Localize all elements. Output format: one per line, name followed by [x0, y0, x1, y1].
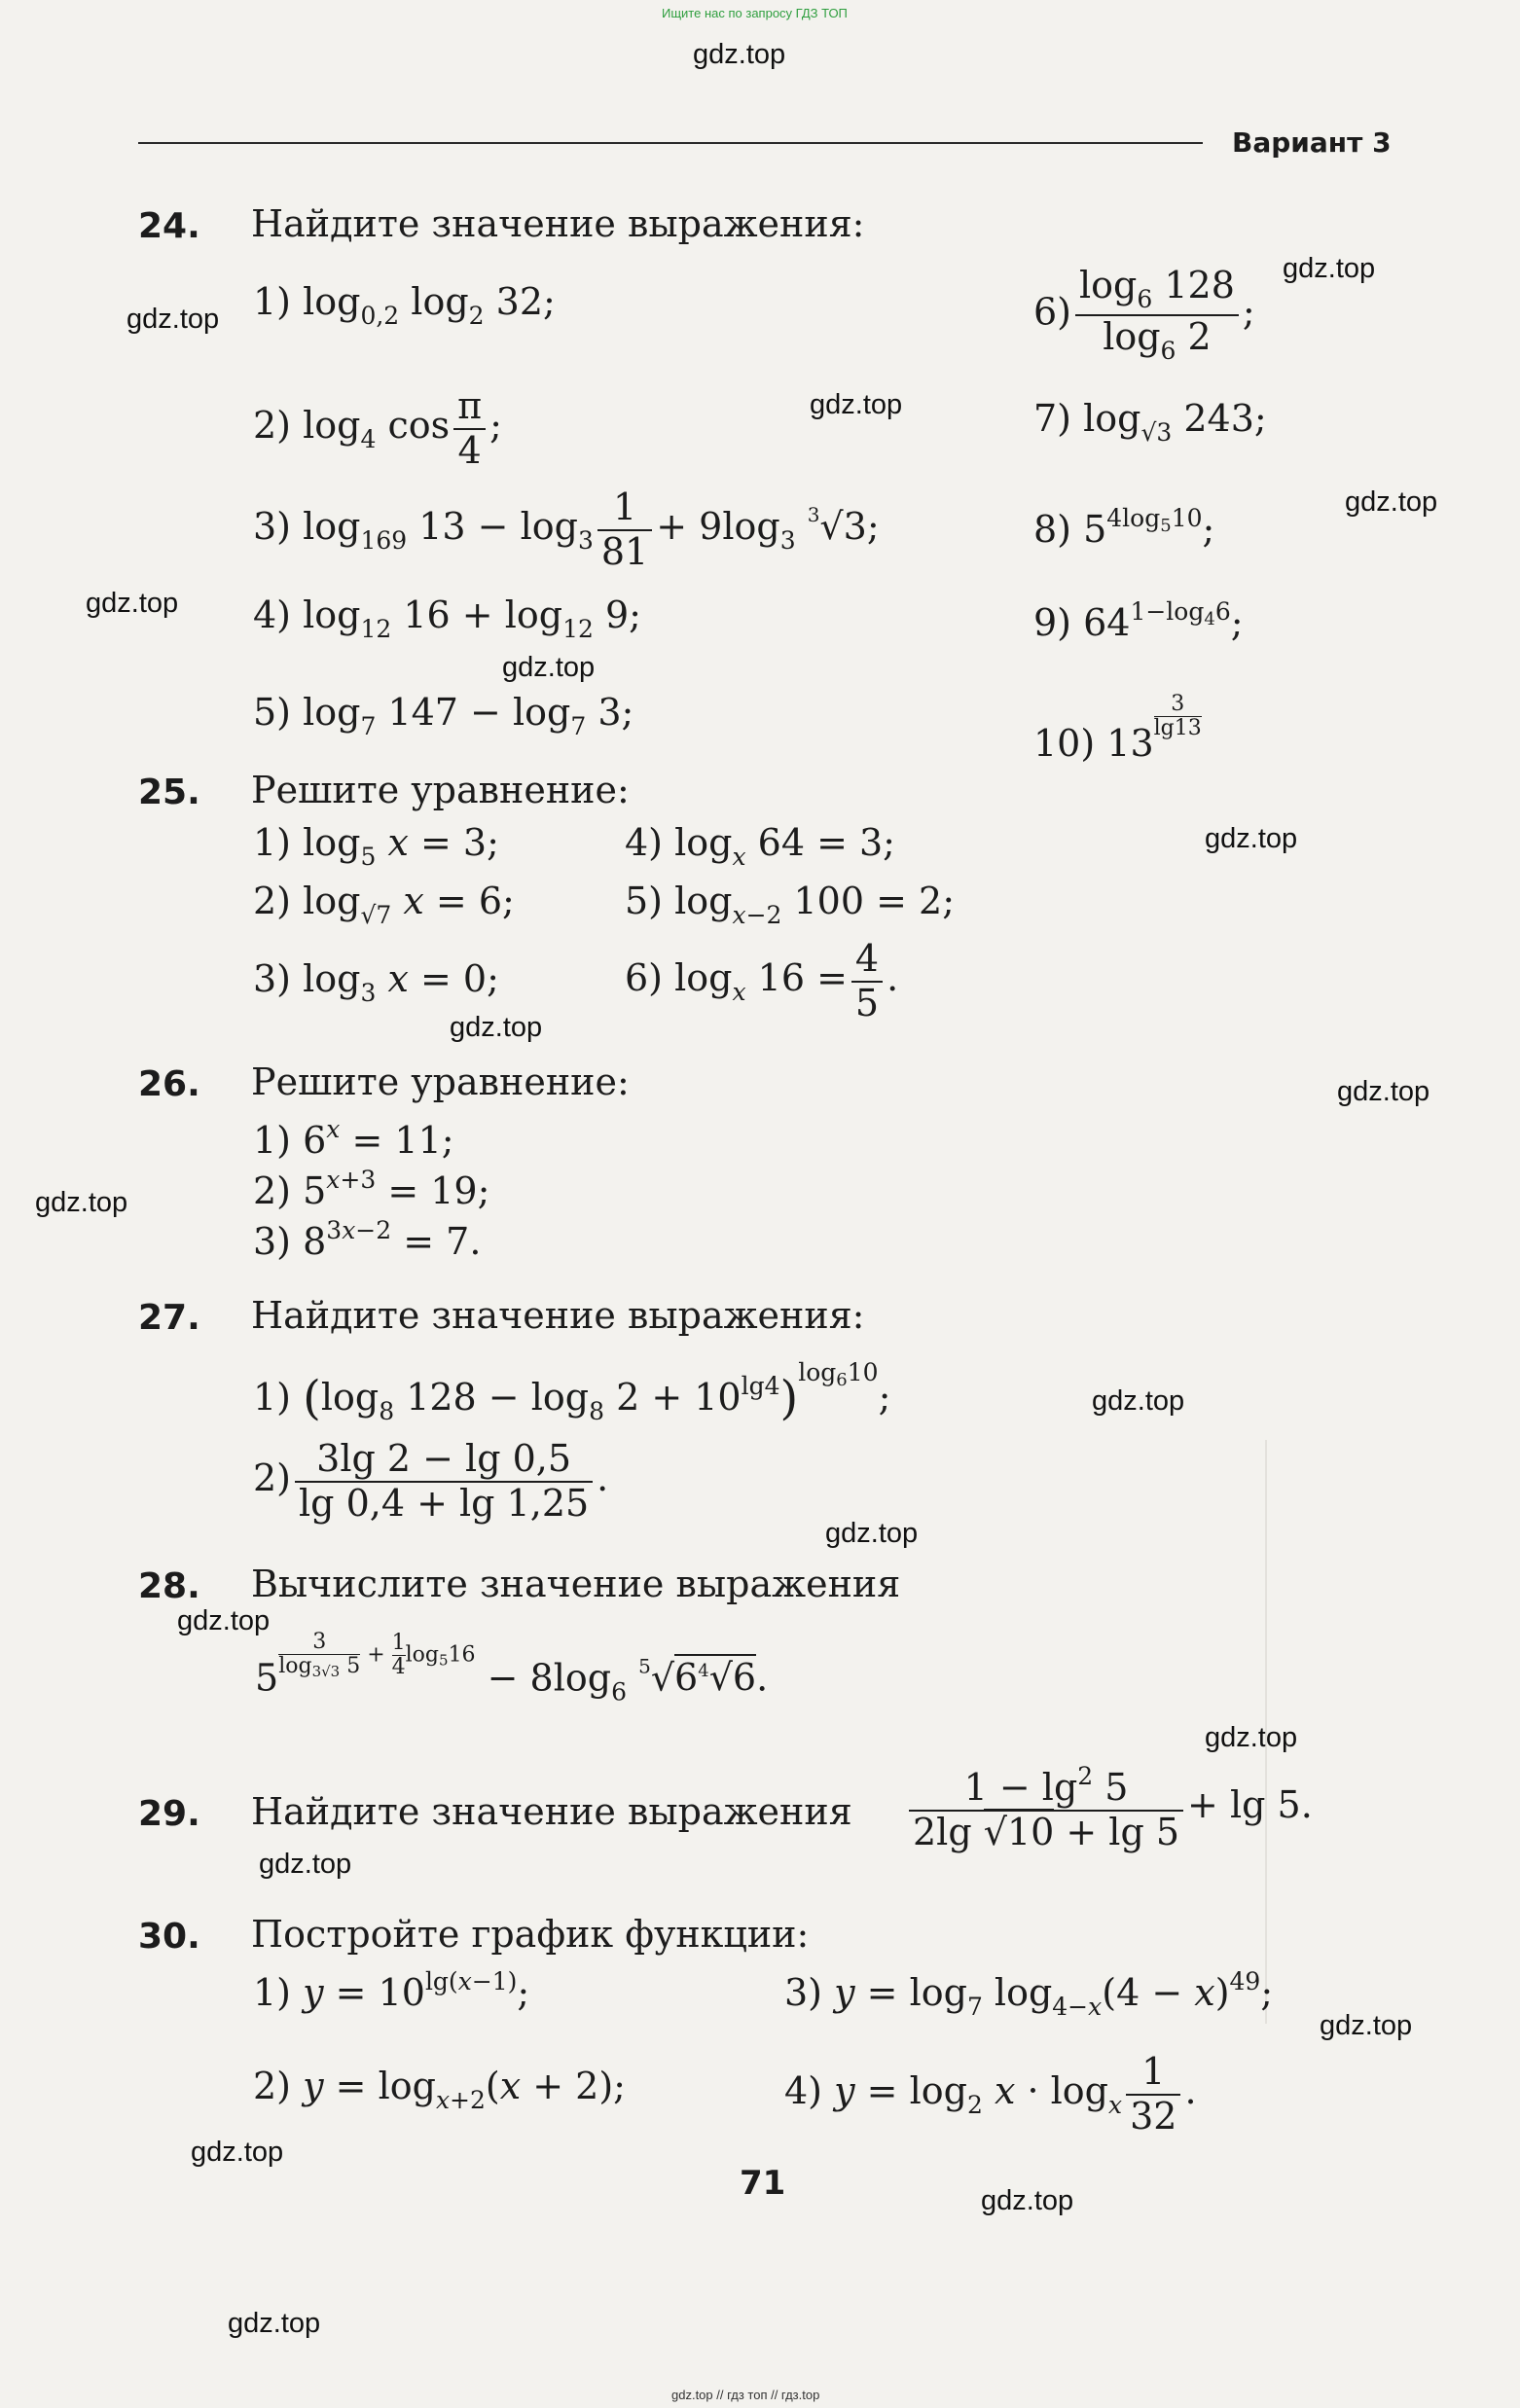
problem-title: Решите уравнение:: [251, 769, 630, 811]
item-24-6: 6) $\frac{\log_6 128}{\log_6 2}$ ;: [1033, 264, 1255, 365]
item-24-1: 1) $\log_{0,2} \log_2 32$;: [253, 280, 556, 330]
watermark: gdz.top: [177, 1605, 271, 1636]
watermark: gdz.top: [1283, 253, 1376, 284]
item-24-8: 8) $5^{4log_510}$;: [1033, 504, 1215, 551]
watermark: gdz.top: [1205, 1722, 1298, 1753]
header-rule: [138, 142, 1203, 144]
problem-number: 29.: [138, 1794, 200, 1834]
item-29-expression: $\frac{1 - \lg^2 5}{2\lg √10 + \lg 5}$ + lg 5.: [905, 1763, 1313, 1853]
item-24-9: 9) $64^{1-log_46}$;: [1033, 597, 1244, 644]
variant-label: Вариант 3: [1232, 126, 1392, 159]
problem-title: Найдите значение выражения:: [251, 202, 865, 245]
problem-title: Вычислите значение выражения: [251, 1563, 901, 1605]
watermark: gdz.top: [259, 1849, 352, 1880]
watermark: gdz.top: [86, 588, 179, 619]
page-number: 71: [740, 2164, 786, 2203]
item-24-10: 10) 13 $\frac{3}{\lg 13}$: [1033, 692, 1202, 766]
item-24-2: 2) $\log_4 \cos$ $\frac{\pi}{4}$ ;: [253, 384, 502, 472]
problem-number: 28.: [138, 1566, 200, 1606]
top-banner: Ищите нас по запросу ГДЗ ТОП: [662, 6, 848, 20]
watermark: gdz.top: [1345, 486, 1438, 518]
item-30-4: 4) $y = \log_2 x \cdot \log_x$ $\frac{1}{32}$ .: [784, 2050, 1197, 2138]
problem-number: 30.: [138, 1917, 200, 1957]
problem-number: 26.: [138, 1064, 200, 1104]
watermark: gdz.top: [825, 1518, 919, 1549]
item-27-2: 2) $\frac{3\lg 2 - \lg 0,5}{\lg 0,4 + \lg 1,25}$ .: [253, 1437, 609, 1525]
problem-number: 27.: [138, 1298, 200, 1338]
watermark: gdz.top: [127, 304, 220, 335]
watermark: gdz.top: [1205, 823, 1298, 854]
watermark: gdz.top: [1320, 2010, 1413, 2041]
item-30-3: 3) $y = \log_7 \log_{4-x}(4 - x)^{49}$;: [784, 1967, 1274, 2021]
item-26-1: 1) $6^x = 11$;: [253, 1115, 454, 1162]
item-24-5: 5) $\log_7 147 - \log_7 3$;: [253, 691, 634, 740]
bleed-through-decoration: [1265, 1440, 1462, 2024]
item-24-3: 3) $\log_{169} 13 - \log_3$ $\frac{1}{81}$ + $9\log_3$ $^3$√3;: [253, 485, 880, 573]
watermark: gdz.top: [1337, 1076, 1430, 1107]
item-25-2: 2) $\log_{√7} x = 6$;: [253, 880, 515, 929]
item-25-1: 1) $\log_5 x = 3$;: [253, 821, 499, 871]
watermark: gdz.top: [502, 652, 596, 683]
problem-title: Постройте график функции:: [251, 1913, 810, 1956]
problem-title: Найдите значение выражения:: [251, 1294, 865, 1337]
item-25-5: 5) $\log_{x-2} 100 = 2$;: [625, 880, 956, 929]
item-30-2: 2) $y = \log_{x+2}(x + 2)$;: [253, 2065, 626, 2114]
problem-number: 24.: [138, 206, 200, 246]
watermark: gdz.top: [450, 1012, 543, 1043]
item-25-6: 6) $\log_x 16$ = $\frac{4}{5}$ .: [625, 937, 899, 1024]
watermark: gdz.top: [1092, 1385, 1185, 1417]
watermark: gdz.top: [810, 389, 903, 420]
watermark: gdz.top: [191, 2137, 284, 2168]
watermark: gdz.top: [228, 2308, 321, 2339]
item-26-2: 2) $5^{x+3} = 19$;: [253, 1166, 490, 1212]
problem-title: Решите уравнение:: [251, 1060, 630, 1103]
footer-text: gdz.top // гдз топ // гдз.top: [671, 2388, 820, 2402]
problem-number: 25.: [138, 773, 200, 812]
watermark: gdz.top: [693, 39, 786, 70]
item-30-1: 1) $y = 10^{lg(x-1)}$;: [253, 1967, 530, 2014]
item-25-4: 4) $\log_x 64 = 3$;: [625, 821, 895, 871]
problem-title: Найдите значение выражения: [251, 1790, 852, 1833]
item-28-expression: 5 $\frac{3}{\log_{3√3} 5}$ + $\frac{1}{4}$ $\log_516 - 8\log_6$ $^5√6^4√6$.: [255, 1630, 769, 1707]
item-26-3: 3) $8^{3x-2} = 7$.: [253, 1216, 482, 1263]
watermark: gdz.top: [35, 1187, 128, 1218]
item-27-1: 1) ($\log_8$ $128 - \log_8 2 + 10^{lg4})^{log_610}$;: [253, 1358, 891, 1425]
item-24-4: 4) $\log_{12} 16 + \log_{12} 9$;: [253, 593, 641, 643]
item-25-3: 3) $\log_3 x = 0$;: [253, 957, 499, 1007]
watermark: gdz.top: [981, 2185, 1074, 2216]
item-24-7: 7) $\log_{√3} 243$;: [1033, 397, 1267, 447]
